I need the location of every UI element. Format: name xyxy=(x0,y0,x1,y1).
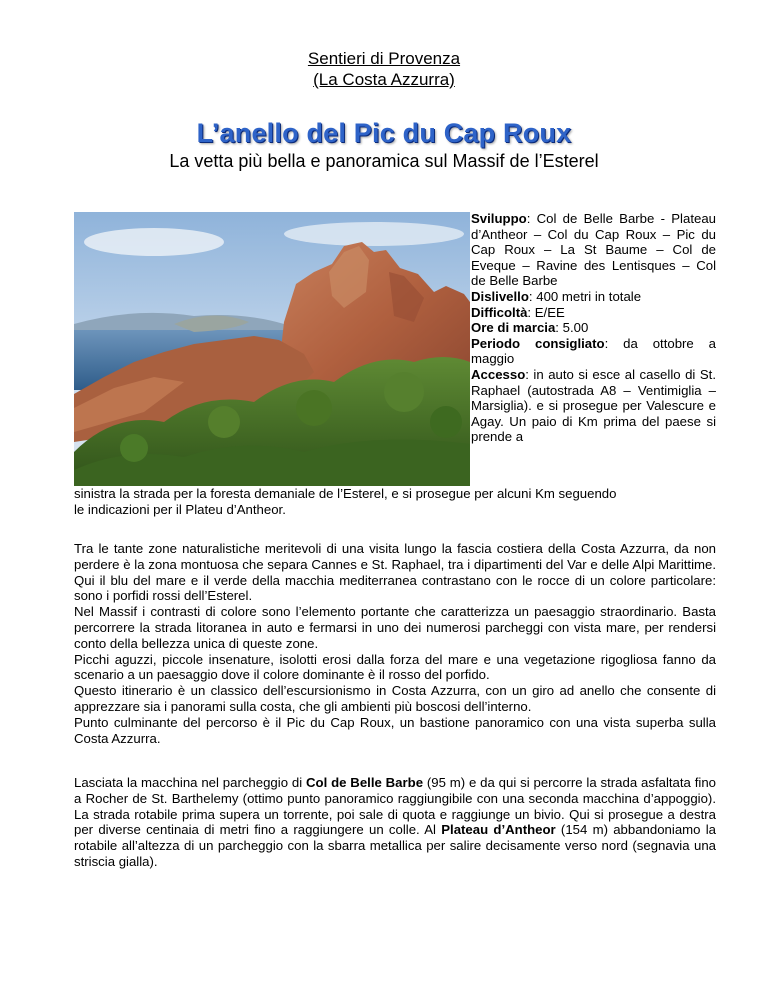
route-place-plateau-antheor: Plateau d’Antheor xyxy=(441,822,556,838)
accesso-label: Accesso xyxy=(471,366,526,382)
dislivello-value: : 400 metri in totale xyxy=(528,288,642,304)
info-dislivello xyxy=(471,289,716,305)
accesso-value: : in auto si esce al casello di St. Raphael (autostrada A8 – Ventimiglia – Marsiglia). e si prosegue per Valescure e Agay. Un paio di Km prima del paese si prende a xyxy=(471,366,716,445)
sviluppo-value: : Col de Belle Barbe - Plateau d’Antheor – Col du Cap Roux – Pic du Cap Roux – La St Baume – Col de Eveque – Ravine des Lentisques – Col de Belle Barbe xyxy=(471,211,716,289)
sviluppo-label: Sviluppo xyxy=(471,211,527,226)
periodo-label: Periodo consigliato xyxy=(471,335,605,351)
header-line1: Sentieri di Provenza xyxy=(307,49,461,68)
info-accesso-continued xyxy=(74,486,716,517)
route-text-1: Lasciata la macchina nel parcheggio di xyxy=(74,775,306,790)
intro-section xyxy=(74,541,716,746)
accesso-tail-line1: sinistra la strada per la foresta demaniale de l’Esterel, e si prosegue per alcuni Km seguendo xyxy=(74,486,617,501)
info-sviluppo xyxy=(471,211,716,289)
page-subtitle: La vetta più bella e panoramica sul Massif de l’Esterel xyxy=(169,151,599,171)
intro-paragraph: Nel Massif i contrasti di colore sono l’elemento portante che caratterizza un paesaggio straordinario. Basta percorrere la strada litoranea in auto e fermarsi in uno dei numerosi parcheggi con vista mare, per rendersi conto della bellezza unica di queste zone. xyxy=(74,604,716,651)
periodo-value: : da ottobre a maggio xyxy=(471,335,716,367)
page-title: L’anello del Pic du Cap Roux xyxy=(196,118,572,148)
ore-label: Ore di marcia xyxy=(471,320,556,336)
difficolta-value: : E/EE xyxy=(527,304,565,320)
route-text-3: (154 m) abbandoniamo la rotabile all’altezza di un parcheggio con la sbarra metallica per salire decisamente verso nord (segnavia una striscia gialla). xyxy=(74,822,717,869)
intro-paragraph: Punto culminante del percorso è il Pic du Cap Roux, un bastione panoramico con una vista superba sulla Costa Azzurra. xyxy=(74,714,716,746)
ore-value: : 5.00 xyxy=(555,320,589,336)
accesso-tail-line2: le indicazioni per il Plateu d’Antheor. xyxy=(74,501,286,517)
info-periodo xyxy=(471,336,716,367)
header xyxy=(0,48,768,90)
info-box xyxy=(471,211,716,445)
intro-paragraph: Tra le tante zone naturalistiche meritevoli di una visita lungo la fascia costiera della Costa Azzurra, da non perdere è la zona montuosa che separa Cannes e St. Raphael, tra i dipartimenti del Var e delle Alpi Marittime. Qui il blu del mare e il verde della macchia mediterranea contrastano con le rocce di un colore particolare: sono i porfidi rossi dell’Esterel. xyxy=(74,541,716,604)
intro-paragraph: Questo itinerario è un classico dell’escursionismo in Costa Azzurra, con un giro ad anello che consente di apprezzare sia i panorami sulla costa, che gli ambienti più boscosi dell’interno. xyxy=(74,683,716,714)
difficolta-label: Difficoltà xyxy=(471,304,528,320)
route-text-2: (95 m) e da qui si percorre la strada asfaltata fino a Rocher de St. Barthelemy (ottimo punto panoramico raggiungibile con una seconda macchina d’appoggio). La strada rotabile prima supera un torrente, poi sale di quota e raggiunge un bivio. Qui si prosegue a destra per diverse centinaia di metri fino a raggiungere un colle. Al xyxy=(74,775,716,838)
route-place-belle-barbe: Col de Belle Barbe xyxy=(305,775,424,790)
info-accesso xyxy=(471,367,716,445)
info-difficolta xyxy=(471,305,716,321)
route-paragraph xyxy=(74,775,716,870)
intro-paragraph: Picchi aguzzi, piccole insenature, isolotti erosi dalla forza del mare e una vegetazione rigogliosa fanno da scenario a un paesaggio dove il colore dominante è il rosso del porfido. xyxy=(74,651,716,683)
info-ore xyxy=(471,320,716,336)
dislivello-label: Dislivello xyxy=(471,288,529,304)
header-line2: (La Costa Azzurra) xyxy=(313,70,455,89)
landscape-photo xyxy=(74,212,470,486)
